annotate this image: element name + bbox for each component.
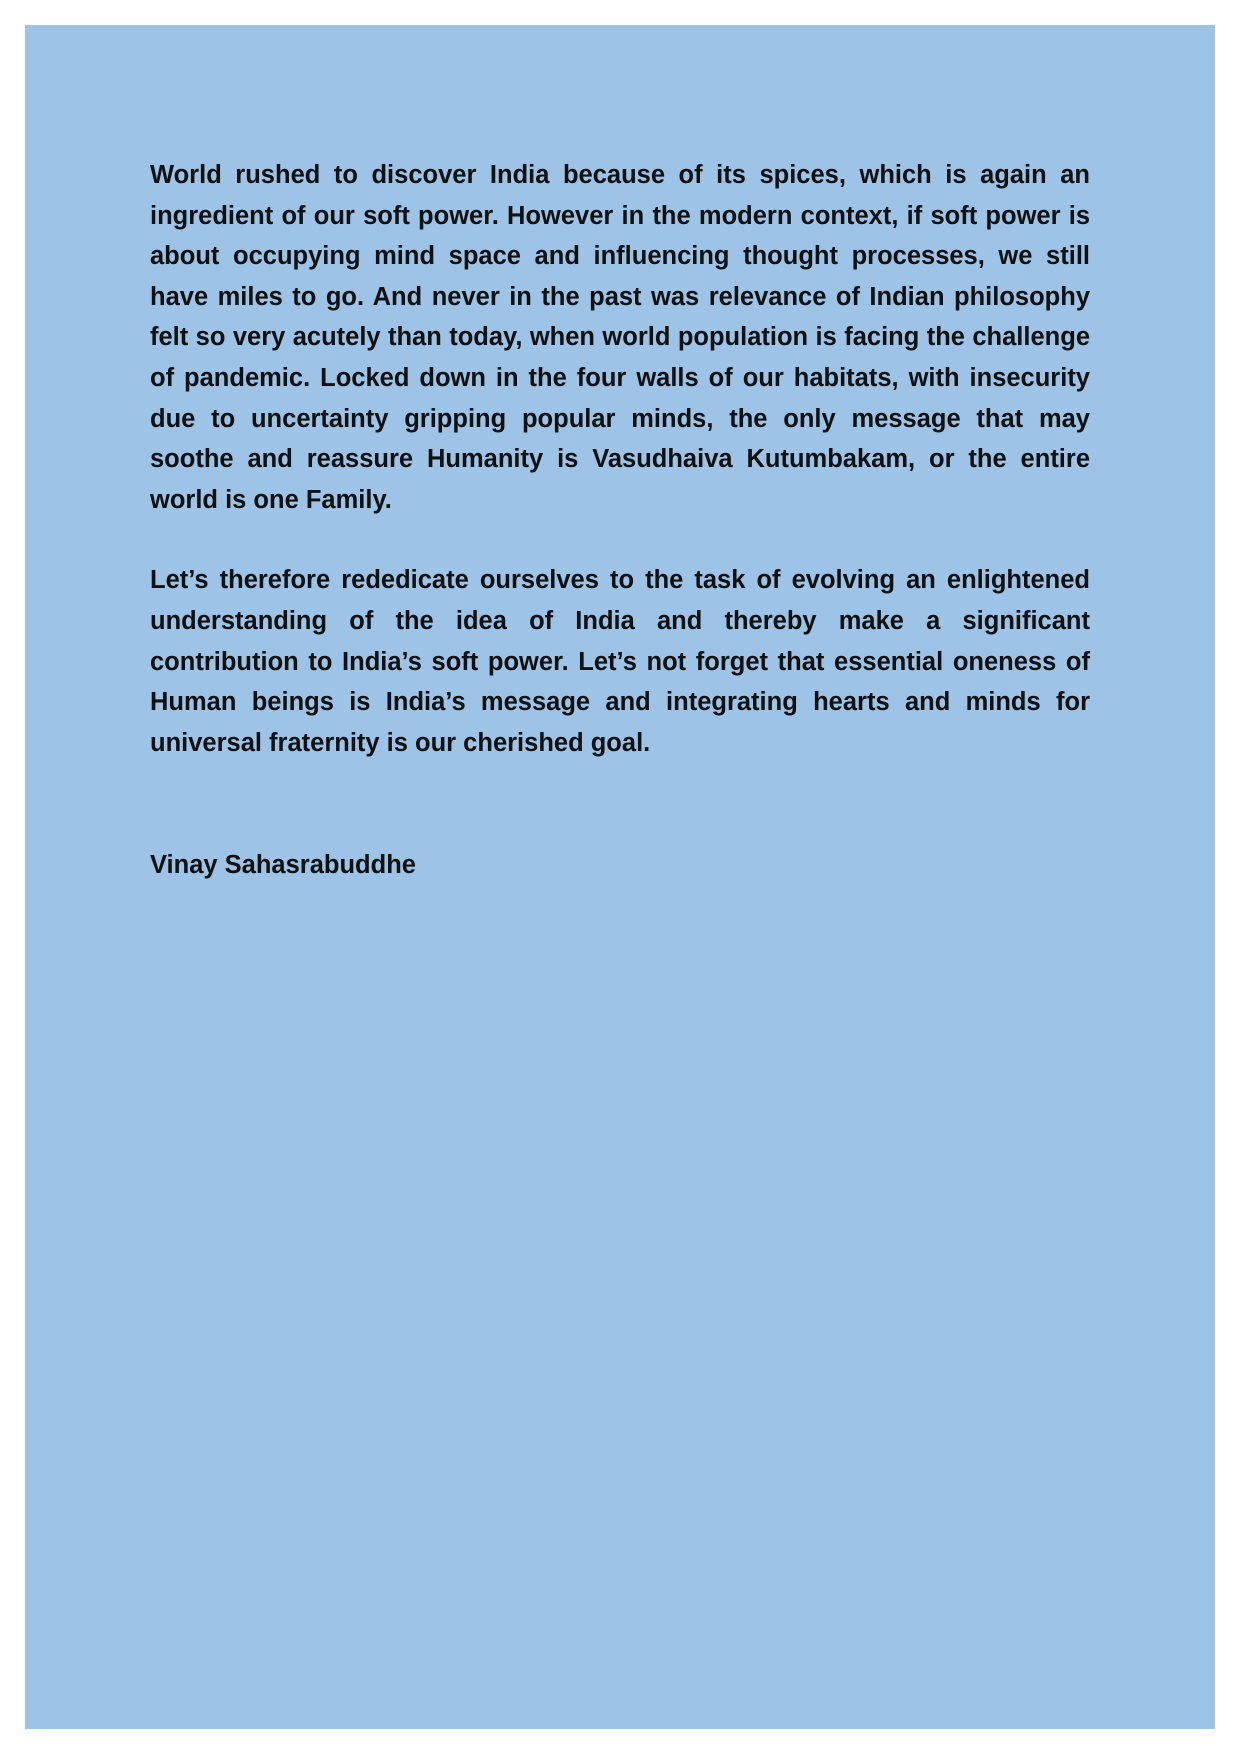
document-body: [150, 155, 1090, 886]
document-page: [25, 25, 1215, 1729]
author-signature: Vinay Sahasrabuddhe: [150, 851, 416, 880]
paragraph-2: Let’s therefore rededicate ourselves to the task of evolving an enlightened understanding of the idea of India and thereby make a significant contribution to India’s soft power. Let’s not forget that essential oneness of Human beings is India’s message and integrating hearts and minds for universal fraternity is our cherished goal.: [150, 566, 1090, 757]
paragraph-1: World rushed to discover India because of its spices, which is again an ingredient of our soft power. However in the modern context, if soft power is about occupying mind space and influencing thought processes, we still have miles to go. And never in the past was relevance of Indian philosophy felt so very acutely than today, when world population is facing the challenge of pandemic. Locked down in the four walls of our habitats, with insecurity due to uncertainty gripping popular minds, the only message that may soothe and reassure Humanity is Vasudhaiva Kutumbakam, or the entire world is one Family.: [150, 161, 1090, 514]
